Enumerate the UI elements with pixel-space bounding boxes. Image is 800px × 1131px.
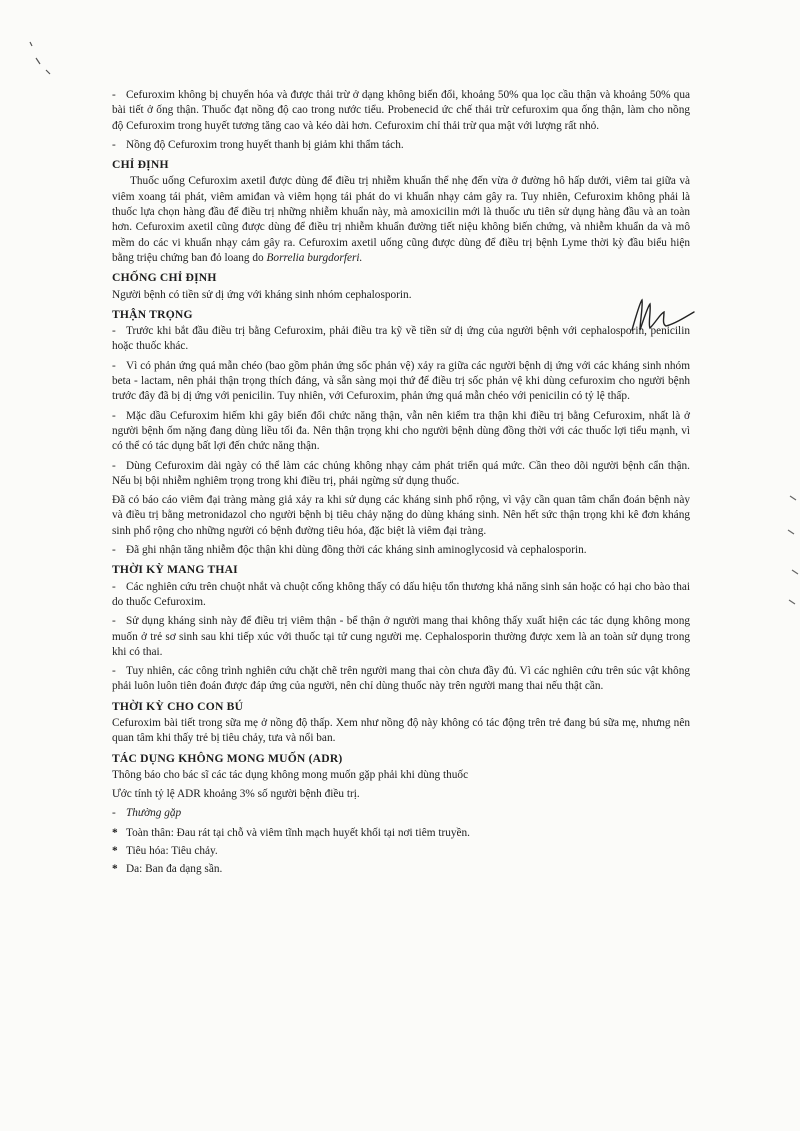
bullet-paragraph: - Tuy nhiên, các công trình nghiên cứu chặt chẽ trên người mang thai còn chưa đầy đủ. Vì các nghiên cứu trên súc vật không phải luôn luôn tiên đoán được đáp ứng của người, nên chỉ dùng thuốc này trên người mang thai nếu thật cần. (112, 665, 690, 693)
adr-common-label: - Thường gặp (112, 807, 182, 820)
indications-paragraph: Thuốc uống Cefuroxim axetil được dùng để điều trị nhiễm khuẩn thể nhẹ đến vừa ở đường hô hấp dưới, viêm tai giữa và viêm xoang tái phát, viêm amiđan và viêm họng tái phát do vi khuẩn nhạy cảm gây ra. Tuy nhiên, Cefuroxim không phải là thuốc lựa chọn hàng đầu để điều trị những nhiễm khuẩn này, mà amoxicilin mới là thuốc ưu tiên sử dụng hàng đầu và an toàn hơn. Cefuroxim axetil cũng được dùng để điều trị nhiễm khuẩn đường tiết niệu không biến chứng, và nhiễm khuẩn da và mô mềm do các vi khuẩn nhạy cảm gây ra. Cefuroxim axetil uống cũng được dùng để điều trị bệnh Lyme thời kỳ đầu biểu hiện bằng triệu chứng ban đỏ loang do Borrelia burgdorferi. (112, 175, 690, 264)
section-heading-adr: TÁC DỤNG KHÔNG MONG MUỐN (ADR) (112, 751, 343, 765)
bullet-paragraph: - Vì có phản ứng quá mẫn chéo (bao gồm phản ứng sốc phản vệ) xảy ra giữa các người bệnh dị ứng với các kháng sinh nhóm beta - lactam, nên phải thận trọng thích đáng, và sẵn sàng mọi thứ để điều trị sốc phản vệ khi dùng cefuroxim cho người bệnh trước đây đã bị dị ứng với penicilin. Tuy nhiên, với Cefuroxim, phản ứng quá mẫn chéo với penicilin có tỷ lệ thấp. (112, 359, 690, 403)
adr-item: * Da: Ban đa dạng sần. (112, 863, 223, 876)
bullet-paragraph: - Sử dụng kháng sinh này để điều trị viêm thận - bể thận ở người mang thai không thấy xuất hiện các tác dụng không mong muốn ở trẻ sơ sinh sau khi tiếp xúc với thuốc tại tử cung người mẹ. Cephalosporin thường được xem là an toàn sử dụng trong khi có thai. (112, 615, 690, 658)
breastfeeding-paragraph: Cefuroxim bài tiết trong sữa mẹ ở nồng độ thấp. Xem như nồng độ này không có tác động trên trẻ đang bú sữa mẹ, nhưng nên quan tâm khi thấy trẻ bị tiêu chảy, tưa và nổi ban. (112, 716, 690, 745)
section-heading-chi-dinh: CHỈ ĐỊNH (112, 158, 169, 172)
adr-item: * Toàn thân: Đau rát tại chỗ và viêm tĩnh mạch huyết khối tại nơi tiêm truyền. (112, 826, 470, 839)
handwritten-signature (628, 296, 698, 336)
adr-notice: Thông báo cho bác sĩ các tác dụng không mong muốn gặp phải khi dùng thuốc (112, 768, 469, 781)
contraindications-paragraph: Người bệnh có tiền sử dị ứng với kháng sinh nhóm cephalosporin. (112, 288, 412, 301)
scan-edge-mark (786, 490, 800, 610)
bullet-paragraph: - Cefuroxim không bị chuyển hóa và được thải trừ ở dạng không biến đổi, khoảng 50% qua lọc cầu thận và khoảng 50% qua bài tiết ở ống thận. Thuốc đạt nồng độ cao trong nước tiểu. Probenecid ức chế thải trừ cefuroxim qua ống thận, làm cho nồng độ Cefuroxim trong huyết tương tăng cao và kéo dài hơn. Cefuroxim chỉ thải trừ qua mật với lượng rất nhỏ. (112, 89, 690, 132)
bullet-paragraph: - Trước khi bắt đầu điều trị bằng Cefuroxim, phải điều tra kỹ về tiền sử dị ứng của người bệnh với cephalosporin, penicilin hoặc thuốc khác. (112, 325, 690, 353)
section-heading-than-trong: THẬN TRỌNG (112, 307, 193, 321)
bullet-paragraph: - Mặc dầu Cefuroxim hiếm khi gây biến đổi chức năng thận, vẫn nên kiểm tra thận khi điều trị bằng Cefuroxim, nhất là ở người bệnh ốm nặng đang dùng liều tối đa. Nên thận trọng khi cho người bệnh dùng đồng thời với các thuốc lợi tiểu mạnh, vì có thể có tác dụng bất lợi đến chức năng thận. (112, 409, 690, 453)
section-heading-cho-con-bu: THỜI KỲ CHO CON BÚ (112, 699, 244, 713)
bullet-paragraph: - Nồng độ Cefuroxim trong huyết thanh bị giảm khi thẩm tách. (112, 138, 404, 151)
bullet-paragraph: - Đã ghi nhận tăng nhiễm độc thận khi dùng đồng thời các kháng sinh aminoglycosid và cephalosporin. (112, 544, 587, 557)
adr-item: * Tiêu hóa: Tiêu chảy. (112, 845, 218, 858)
scan-speck (26, 40, 56, 76)
section-heading-chong-chi-dinh: CHỐNG CHỈ ĐỊNH (112, 271, 217, 285)
section-heading-mang-thai: THỜI KỲ MANG THAI (112, 563, 238, 577)
document-page (112, 88, 690, 881)
bullet-paragraph: - Các nghiên cứu trên chuột nhắt và chuột cống không thấy có dấu hiệu tổn thương khả năng sinh sản hoặc có hại cho bào thai do thuốc Cefuroxim. (112, 580, 690, 608)
bullet-paragraph: - Dùng Cefuroxim dài ngày có thể làm các chủng không nhạy cảm phát triển quá mức. Cần theo dõi người bệnh cẩn thận. Nếu bị bội nhiễm nghiêm trọng trong khi điều trị, phải ngừng sử dụng thuốc. (112, 459, 690, 487)
precautions-paragraph: Đã có báo cáo viêm đại tràng màng giả xảy ra khi sử dụng các kháng sinh phổ rộng, vì vậy cần quan tâm chẩn đoán bệnh này và điều trị bằng metronidazol cho người bệnh bị tiêu chảy nặng do dùng kháng sinh. Nên hết sức thận trọng khi kê đơn kháng sinh phổ rộng cho những người có bệnh đường tiêu hóa, đặc biệt là viêm đại tràng. (112, 494, 690, 537)
adr-rate: Ước tính tỷ lệ ADR khoảng 3% số người bệnh điều trị. (112, 788, 360, 801)
